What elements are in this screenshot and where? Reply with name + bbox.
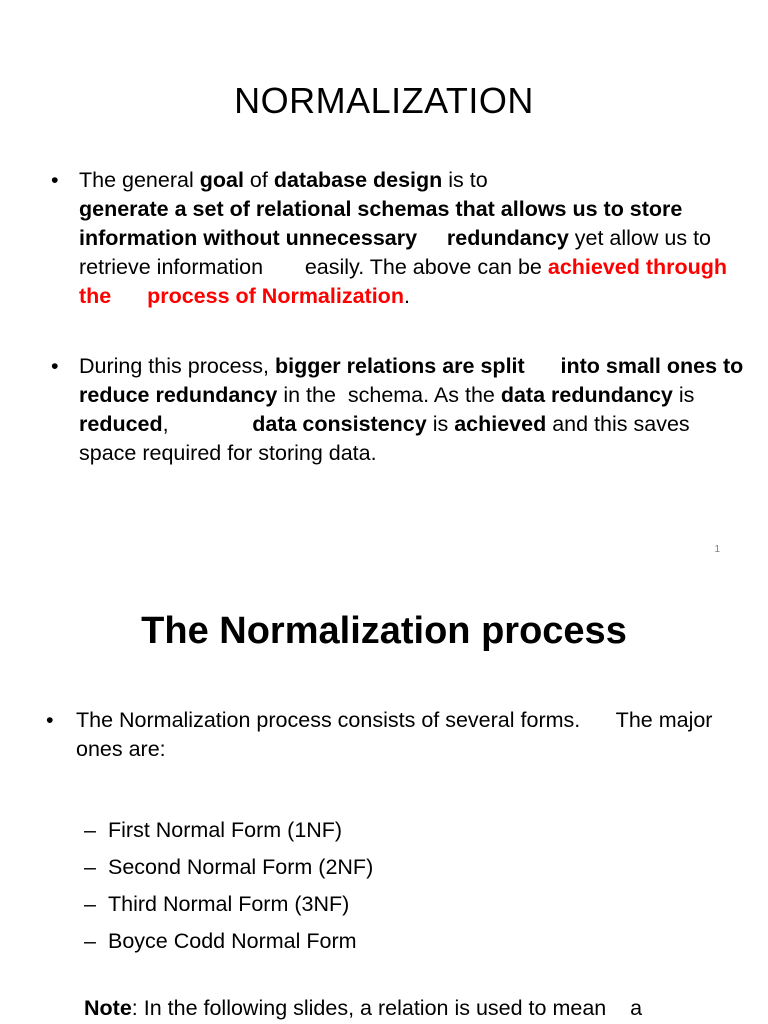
text: yet allow us to retrieve information easily. The above can be (79, 226, 717, 279)
dash: – (84, 818, 96, 842)
text-bold: bigger relations are split into small ones to reduce redundancy (79, 354, 750, 407)
slide-2 (0, 570, 768, 1024)
text: is to (442, 168, 488, 192)
bullet-process (51, 352, 750, 468)
text-bold: achieved (454, 412, 547, 436)
text-bold: goal (199, 168, 244, 192)
list-item-label: Boyce Codd Normal Form (108, 929, 357, 953)
text: and this saves space required for storing data. (79, 412, 720, 465)
text: , (162, 412, 253, 436)
text: is (426, 412, 455, 436)
text: . (403, 284, 410, 308)
list-item (84, 923, 373, 960)
list-item (84, 812, 373, 849)
text: The Normalization process consists of several forms. The major ones are: (76, 708, 719, 761)
note-text: : In the following slides, a relation is used to mean a (131, 996, 643, 1020)
text-bold: reduced (79, 412, 163, 436)
text: of (243, 168, 274, 192)
text: The general (79, 168, 200, 192)
text-highlight: achieved through the process of Normalization (79, 255, 734, 308)
list-item-label: First Normal Form (1NF) (108, 818, 343, 842)
dash: – (84, 855, 96, 879)
text-bold: generate a set of relational schemas that allows us to store information without unnecessary redundancy (79, 197, 689, 250)
bullet-dot: • (46, 708, 54, 732)
text: in the schema. As the (277, 383, 501, 407)
slide-title: The Normalization process (141, 610, 627, 652)
slide-title: NORMALIZATION (234, 80, 534, 121)
text-bold: data consistency (252, 412, 427, 436)
text-bold: data redundancy (500, 383, 673, 407)
bullet-goal (51, 166, 749, 311)
bullet-dot: • (51, 168, 59, 192)
note-label: Note (84, 996, 132, 1020)
list-item (84, 886, 373, 923)
list-item (84, 849, 373, 886)
page-number: 1 (714, 544, 720, 555)
list-item-label: Second Normal Form (2NF) (108, 855, 374, 879)
list-item-label: Third Normal Form (3NF) (108, 892, 350, 916)
note (84, 994, 642, 1023)
text: is (672, 383, 695, 407)
normal-forms-list (84, 812, 373, 960)
bullet-dot: • (51, 354, 59, 378)
bullet-forms-intro (46, 706, 719, 764)
dash: – (84, 892, 96, 916)
text-bold: database design (273, 168, 443, 192)
dash: – (84, 929, 96, 953)
text: During this process, (79, 354, 275, 378)
